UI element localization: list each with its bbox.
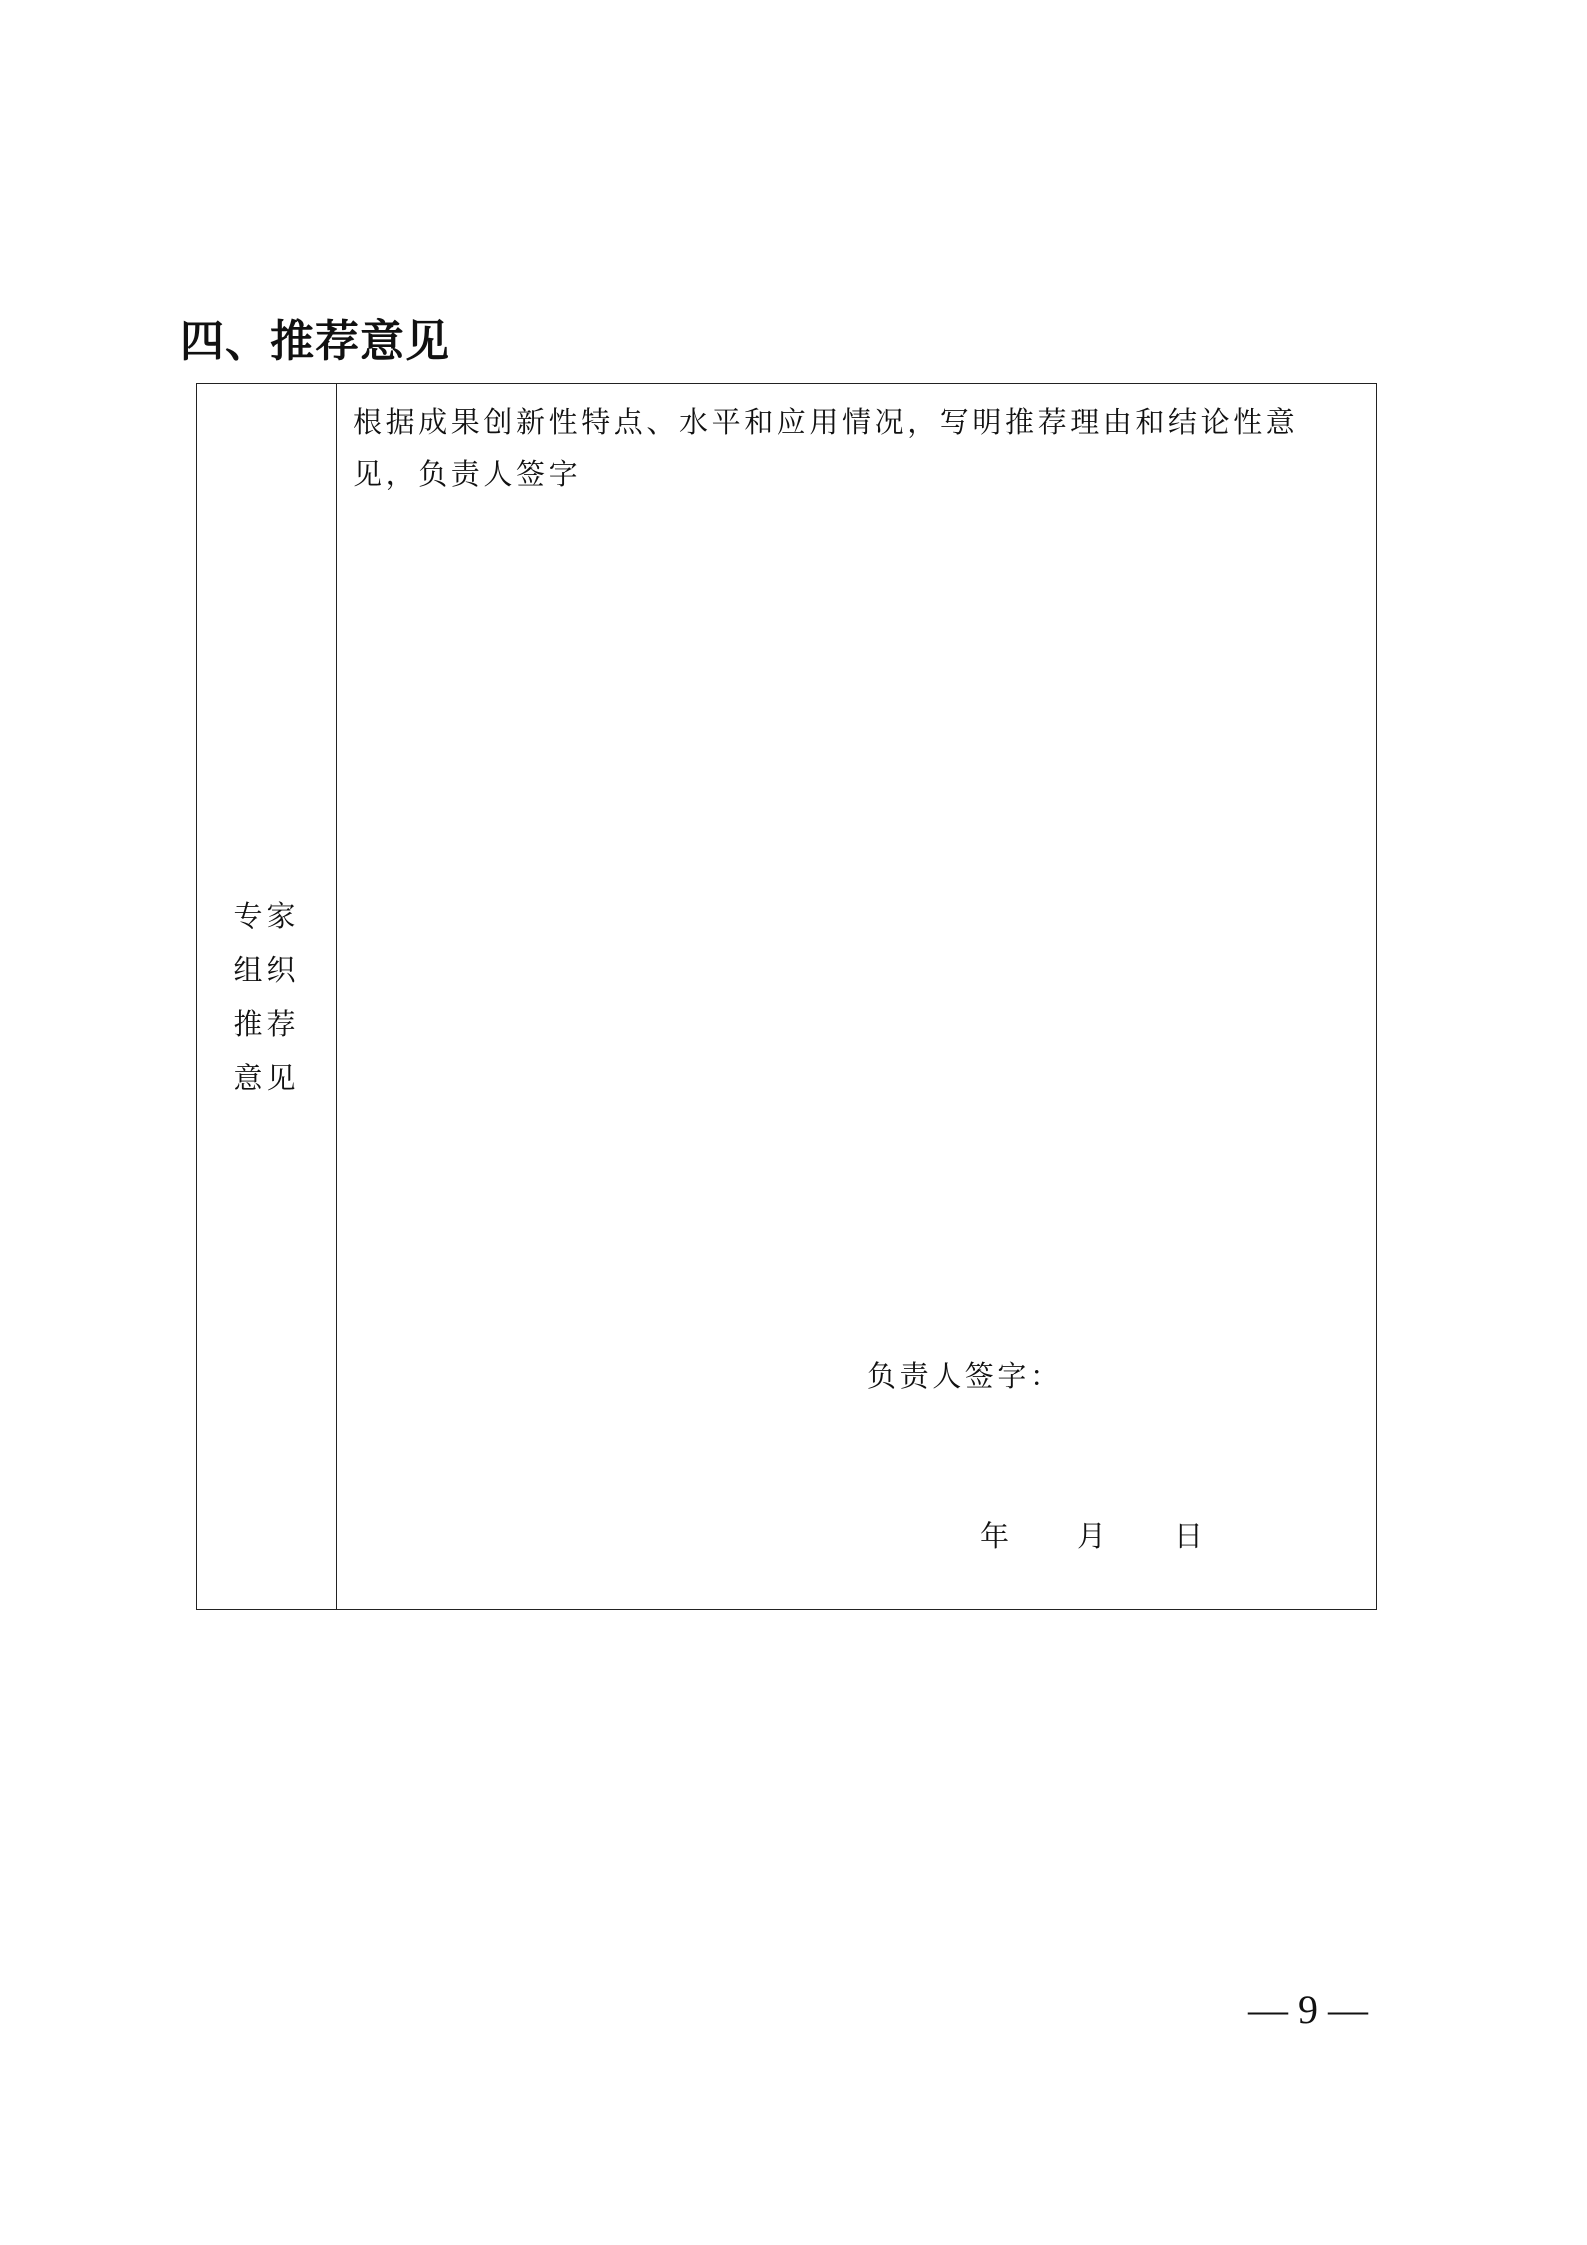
label-line-2: 组织 <box>233 952 300 987</box>
date-line <box>980 1514 1203 1555</box>
date-day: 日 <box>1174 1519 1204 1553</box>
signature-label: 负责人签字： <box>867 1359 1063 1393</box>
label-cell <box>197 384 337 1609</box>
date-month: 月 <box>1077 1519 1107 1553</box>
instruction-text: 根据成果创新性特点、水平和应用情况，写明推荐理由和结论性意见，负责人签字 <box>353 405 1299 491</box>
date-year: 年 <box>980 1519 1010 1553</box>
label-line-3: 推荐 <box>233 1006 300 1041</box>
recommendation-table <box>196 383 1377 1610</box>
label-line-1: 专家 <box>233 898 300 933</box>
label-text <box>233 889 299 1105</box>
label-line-4: 意见 <box>233 1060 300 1095</box>
section-title: 四、推荐意见 <box>180 316 450 367</box>
opinion-field[interactable] <box>337 384 1376 1609</box>
page-number: — 9 — <box>1248 1987 1368 2032</box>
